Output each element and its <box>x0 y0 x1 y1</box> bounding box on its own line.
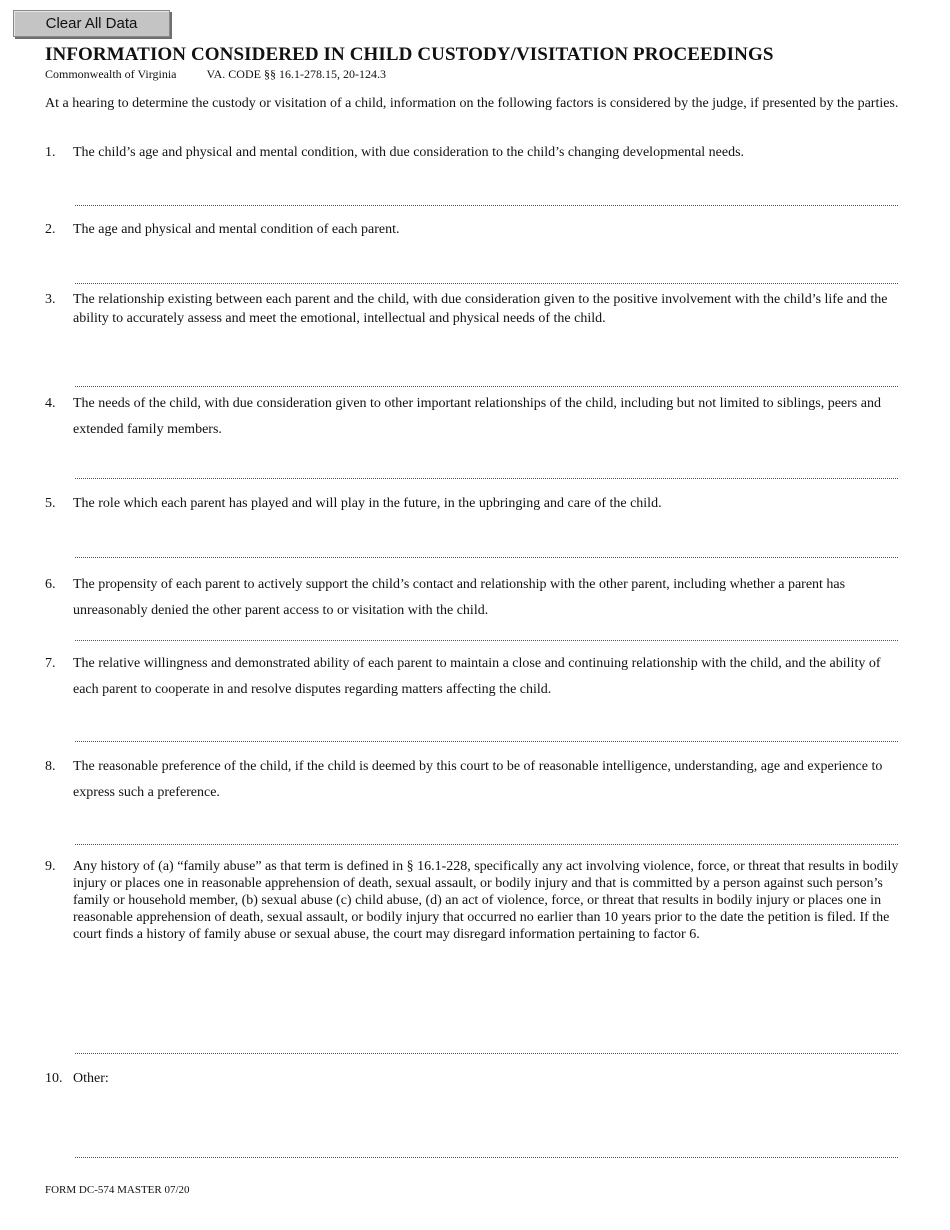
factor-text: The age and physical and mental condition of each parent. <box>73 222 400 237</box>
factor-4-response-line[interactable] <box>75 478 898 479</box>
factor-9-response-line[interactable] <box>75 1053 898 1054</box>
factor-1-response-line[interactable] <box>75 205 898 206</box>
factor-5-response-line[interactable] <box>75 557 898 558</box>
factor-text: The reasonable preference of the child, if the child is deemed by this court to be of reasonable intelligence, understanding, age and experience to express such a preference. <box>73 759 883 800</box>
factor-text: The role which each parent has played and will play in the future, in the upbringing and care of the child. <box>73 496 662 511</box>
factor-number: 3. <box>45 292 56 307</box>
factor-number: 10. <box>45 1071 63 1086</box>
intro-paragraph: At a hearing to determine the custody or visitation of a child, information on the following factors is considered by the judge, if presented by the parties. <box>45 96 899 111</box>
factor-number: 4. <box>45 396 56 411</box>
factor-number: 2. <box>45 222 56 237</box>
factor-text: Other: <box>73 1071 109 1086</box>
factor-10-response-line[interactable] <box>75 1157 898 1158</box>
form-subtitle <box>45 67 386 82</box>
factor-text: The propensity of each parent to actively support the child’s contact and relationship with the other parent, including whether a parent has unreasonably denied the other parent access to or visitation with the child. <box>73 577 846 618</box>
factor-text: The needs of the child, with due consideration given to other important relationships of the child, including but not limited to siblings, peers and extended family members. <box>73 396 881 437</box>
form-footer-id: FORM DC-574 MASTER 07/20 <box>45 1184 190 1196</box>
factor-3-response-line[interactable] <box>75 386 898 387</box>
factor-2-response-line[interactable] <box>75 283 898 284</box>
jurisdiction: Commonwealth of Virginia <box>45 67 177 81</box>
factor-number: 7. <box>45 656 56 671</box>
clear-all-data-button[interactable]: Clear All Data <box>13 10 170 37</box>
factor-number: 9. <box>45 859 56 874</box>
factor-number: 5. <box>45 496 56 511</box>
factor-number: 6. <box>45 577 56 592</box>
factor-number: 8. <box>45 759 56 774</box>
factor-number: 1. <box>45 145 56 160</box>
form-title: INFORMATION CONSIDERED IN CHILD CUSTODY/VISITATION PROCEEDINGS <box>45 44 774 65</box>
factor-7-response-line[interactable] <box>75 741 898 742</box>
factor-text: The relative willingness and demonstrated ability of each parent to maintain a close and continuing relationship with the child, and the ability of each parent to cooperate in and resolve disputes regarding matters affecting the child. <box>73 656 881 697</box>
factor-text: Any history of (a) “family abuse” as that term is defined in § 16.1-228, specifically any act involving violence, force, or threat that results in bodily injury or places one in reasonable apprehension of death, sexual assault, or bodily injury and that is committed by a person against such person’s family or household member, (b) sexual abuse (c) child abuse, (d) an act of violence, force, or threat that results in bodily injury or places one in reasonable apprehension of death, sexual assault, or bodily injury that occurred no earlier than 10 years prior to the date the petition is filed. If the court finds a history of family abuse or sexual abuse, the court may disregard information pertaining to factor 6. <box>73 859 899 942</box>
factor-text: The relationship existing between each parent and the child, with due consideration given to the positive involvement with the child’s life and the ability to accurately assess and meet the emotional, intellectual and physical needs of the child. <box>73 292 888 326</box>
factor-text: The child’s age and physical and mental condition, with due consideration to the child’s changing developmental needs. <box>73 145 745 160</box>
factor-8-response-line[interactable] <box>75 844 898 845</box>
factor-6-response-line[interactable] <box>75 640 898 641</box>
statute-code: VA. CODE §§ 16.1-278.15, 20-124.3 <box>206 67 386 81</box>
